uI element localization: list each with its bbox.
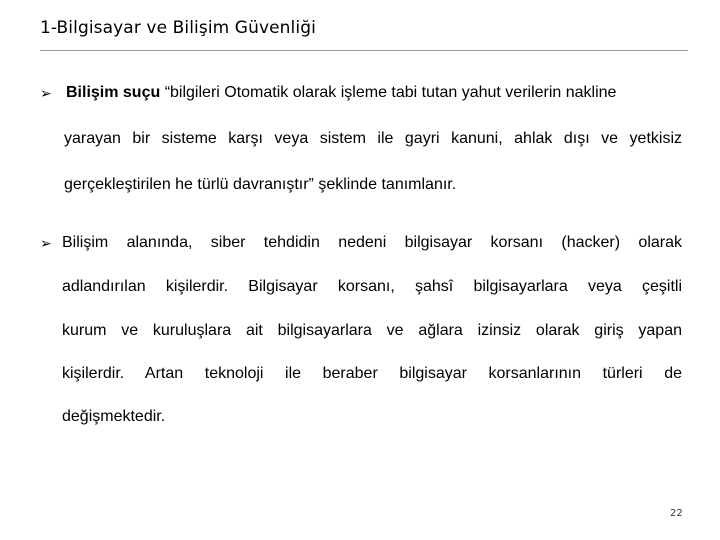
bullet-line: adlandırılan kişilerdir. Bilgisayar korsanı, şahsî bilgisayarlara veya çeşitli xyxy=(62,278,682,295)
page-number: 22 xyxy=(670,508,683,519)
title-divider xyxy=(40,50,688,51)
arrow-bullet-icon: ➢ xyxy=(40,235,52,251)
bullet-line: Bilişim alanında, siber tehdidin nedeni bilgisayar korsanı (hacker) olarak xyxy=(62,234,682,251)
term-bilisim-sucu: Bilişim suçu xyxy=(66,84,161,101)
bullet-line: değişmektedir. xyxy=(62,408,166,425)
bullet-line: kişilerdir. Artan teknoloji ile beraber bilgisayar korsanlarının türleri de xyxy=(62,365,682,382)
definition-text: “bilgileri Otomatik olarak işleme tabi tutan yahut verilerin nakline xyxy=(160,84,617,101)
bullet-line xyxy=(66,78,682,108)
bullet-line: gerçekleştirilen he türlü davranıştır” şeklinde tanımlanır. xyxy=(64,176,457,193)
bullet-line: kurum ve kuruluşlara ait bilgisayarlara ve ağlara izinsiz olarak giriş yapan xyxy=(62,322,682,339)
slide-title: 1-Bilgisayar ve Bilişim Güvenliği xyxy=(40,18,316,38)
arrow-bullet-icon: ➢ xyxy=(40,85,52,101)
bullet-line: yarayan bir sisteme karşı veya sistem ile gayri kanuni, ahlak dışı ve yetkisiz xyxy=(64,130,682,147)
